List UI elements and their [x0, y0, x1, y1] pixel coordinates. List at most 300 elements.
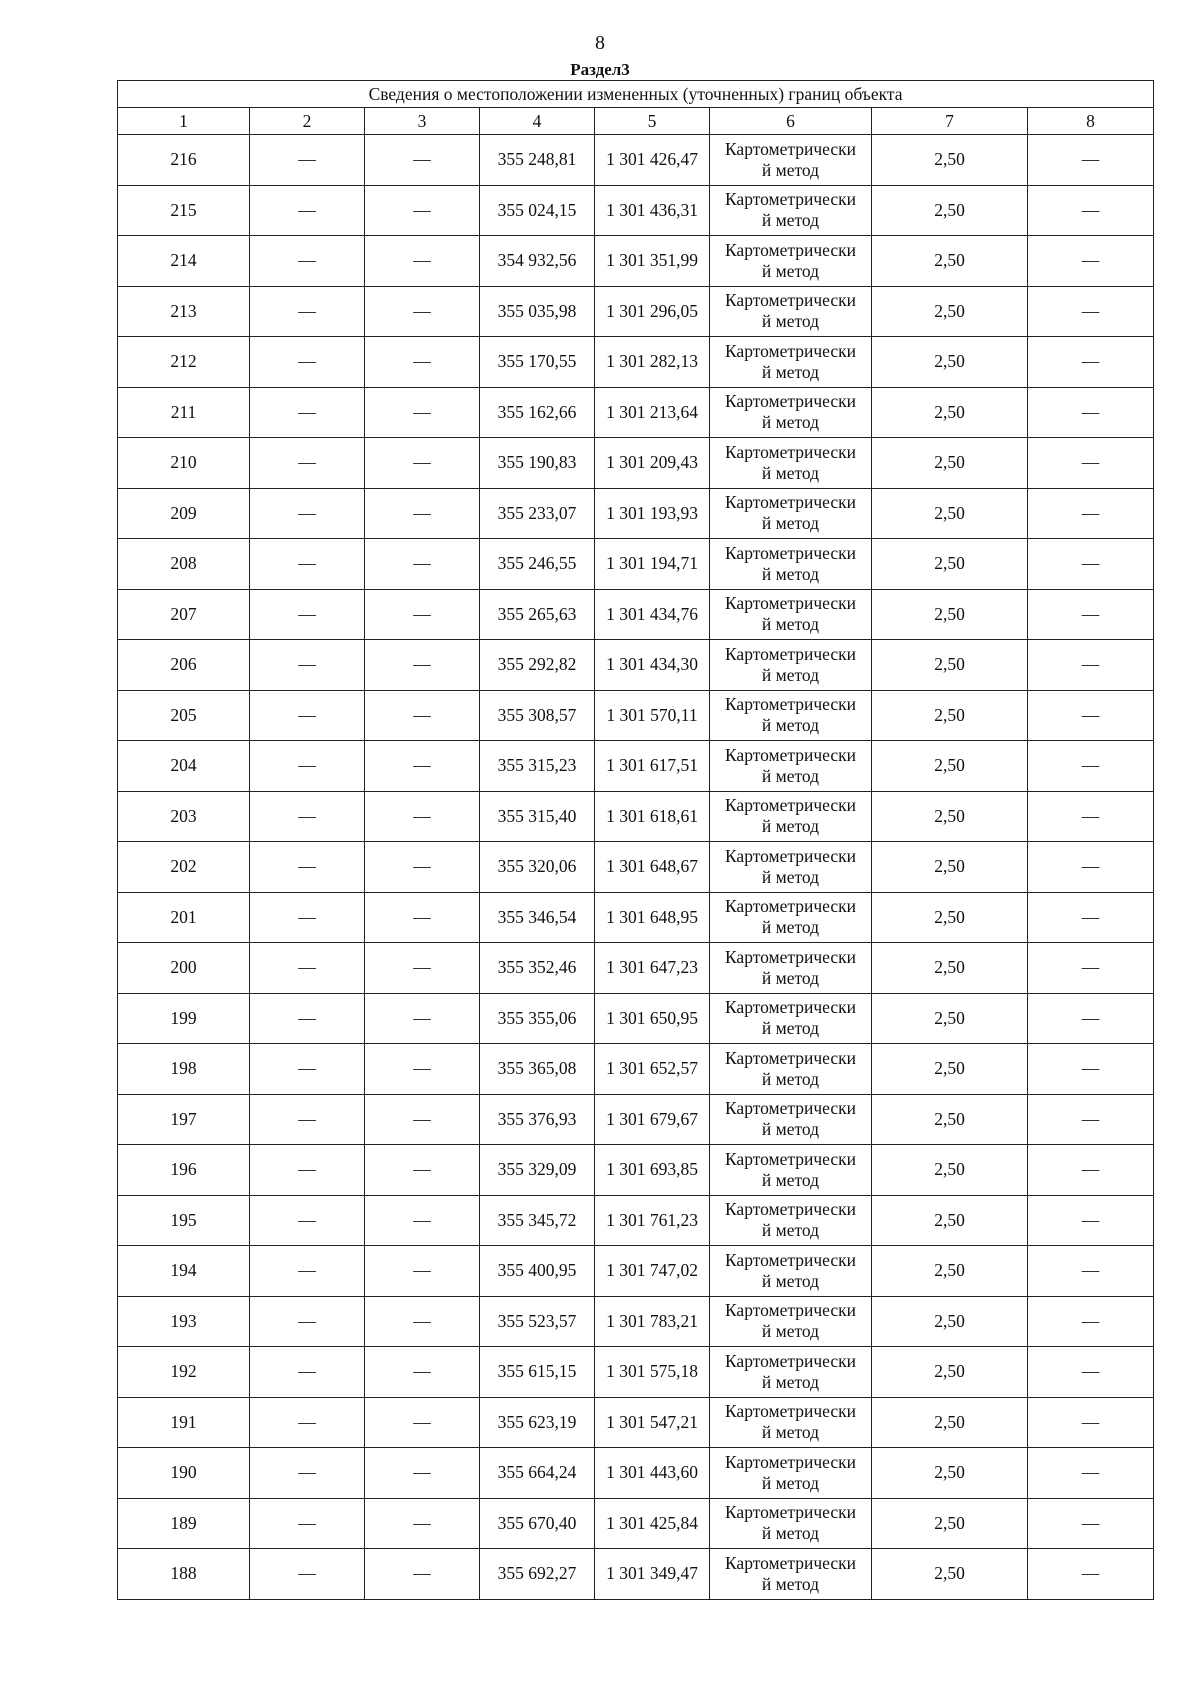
- method-line-2: й метод: [761, 1018, 820, 1039]
- y-coordinate-cell: 1 301 351,99: [595, 236, 710, 287]
- method-line-2: й метод: [761, 1169, 820, 1190]
- y-coordinate-cell: 1 301 434,76: [595, 589, 710, 640]
- method-line-1: Картометрически: [724, 1249, 857, 1270]
- table-row: [118, 286, 1154, 337]
- method-cell: [710, 337, 872, 388]
- empty-dash-cell: —: [250, 488, 365, 539]
- x-coordinate-cell: 355 315,23: [480, 741, 595, 792]
- table-row: [118, 1549, 1154, 1600]
- method-line-1: Картометрически: [724, 643, 857, 664]
- empty-dash-cell: —: [365, 640, 480, 691]
- y-coordinate-cell: 1 301 679,67: [595, 1094, 710, 1145]
- table-row: [118, 1448, 1154, 1499]
- empty-dash-cell: —: [365, 993, 480, 1044]
- method-line-2: й метод: [761, 1573, 820, 1594]
- table-row: [118, 1397, 1154, 1448]
- method-cell: [710, 488, 872, 539]
- y-coordinate-cell: 1 301 650,95: [595, 993, 710, 1044]
- method-line-2: й метод: [761, 1119, 820, 1140]
- empty-dash-cell: —: [250, 1347, 365, 1398]
- empty-dash-cell: —: [250, 1246, 365, 1297]
- empty-dash-cell: —: [1028, 1397, 1154, 1448]
- empty-dash-cell: —: [365, 1549, 480, 1600]
- table-row: [118, 387, 1154, 438]
- method-line-1: Картометрически: [724, 1350, 857, 1371]
- method-line-2: й метод: [761, 1422, 820, 1443]
- accuracy-cell: 2,50: [872, 1195, 1028, 1246]
- y-coordinate-cell: 1 301 648,67: [595, 842, 710, 893]
- empty-dash-cell: —: [1028, 892, 1154, 943]
- method-line-2: й метод: [761, 816, 820, 837]
- x-coordinate-cell: 355 035,98: [480, 286, 595, 337]
- table-row: [118, 993, 1154, 1044]
- empty-dash-cell: —: [250, 589, 365, 640]
- accuracy-cell: 2,50: [872, 286, 1028, 337]
- method-line-2: й метод: [761, 1472, 820, 1493]
- method-line-2: й метод: [761, 260, 820, 281]
- point-number-cell: 207: [118, 589, 250, 640]
- accuracy-cell: 2,50: [872, 741, 1028, 792]
- point-number-cell: 211: [118, 387, 250, 438]
- empty-dash-cell: —: [365, 438, 480, 489]
- method-cell: [710, 741, 872, 792]
- y-coordinate-cell: 1 301 194,71: [595, 539, 710, 590]
- empty-dash-cell: —: [250, 791, 365, 842]
- empty-dash-cell: —: [1028, 1195, 1154, 1246]
- table-row: [118, 892, 1154, 943]
- accuracy-cell: 2,50: [872, 690, 1028, 741]
- accuracy-cell: 2,50: [872, 1397, 1028, 1448]
- point-number-cell: 205: [118, 690, 250, 741]
- accuracy-cell: 2,50: [872, 387, 1028, 438]
- point-number-cell: 202: [118, 842, 250, 893]
- method-cell: [710, 943, 872, 994]
- accuracy-cell: 2,50: [872, 943, 1028, 994]
- accuracy-cell: 2,50: [872, 1549, 1028, 1600]
- method-line-1: Картометрически: [724, 1451, 857, 1472]
- method-line-2: й метод: [761, 967, 820, 988]
- point-number-cell: 209: [118, 488, 250, 539]
- empty-dash-cell: —: [365, 539, 480, 590]
- x-coordinate-cell: 355 162,66: [480, 387, 595, 438]
- empty-dash-cell: —: [1028, 1448, 1154, 1499]
- method-line-2: й метод: [761, 765, 820, 786]
- method-line-1: Картометрически: [724, 1552, 857, 1573]
- accuracy-cell: 2,50: [872, 1094, 1028, 1145]
- empty-dash-cell: —: [250, 1448, 365, 1499]
- empty-dash-cell: —: [250, 993, 365, 1044]
- method-cell: [710, 690, 872, 741]
- empty-dash-cell: —: [250, 286, 365, 337]
- point-number-cell: 203: [118, 791, 250, 842]
- accuracy-cell: 2,50: [872, 892, 1028, 943]
- empty-dash-cell: —: [250, 1549, 365, 1600]
- method-cell: [710, 1195, 872, 1246]
- x-coordinate-cell: 355 692,27: [480, 1549, 595, 1600]
- empty-dash-cell: —: [1028, 185, 1154, 236]
- table-row: [118, 438, 1154, 489]
- table-body: [118, 135, 1154, 1600]
- empty-dash-cell: —: [250, 135, 365, 186]
- y-coordinate-cell: 1 301 443,60: [595, 1448, 710, 1499]
- table-row: [118, 1195, 1154, 1246]
- x-coordinate-cell: 355 246,55: [480, 539, 595, 590]
- empty-dash-cell: —: [365, 488, 480, 539]
- page-number: 8: [595, 32, 605, 54]
- table-row: [118, 842, 1154, 893]
- y-coordinate-cell: 1 301 617,51: [595, 741, 710, 792]
- point-number-cell: 197: [118, 1094, 250, 1145]
- column-number: 4: [480, 108, 595, 135]
- column-number-row: [118, 108, 1154, 135]
- empty-dash-cell: —: [250, 690, 365, 741]
- empty-dash-cell: —: [365, 286, 480, 337]
- method-line-1: Картометрически: [724, 340, 857, 361]
- empty-dash-cell: —: [365, 1094, 480, 1145]
- empty-dash-cell: —: [365, 791, 480, 842]
- y-coordinate-cell: 1 301 747,02: [595, 1246, 710, 1297]
- point-number-cell: 216: [118, 135, 250, 186]
- empty-dash-cell: —: [1028, 438, 1154, 489]
- x-coordinate-cell: 355 615,15: [480, 1347, 595, 1398]
- x-coordinate-cell: 355 265,63: [480, 589, 595, 640]
- empty-dash-cell: —: [250, 1094, 365, 1145]
- method-line-2: й метод: [761, 412, 820, 433]
- point-number-cell: 204: [118, 741, 250, 792]
- empty-dash-cell: —: [250, 1498, 365, 1549]
- point-number-cell: 214: [118, 236, 250, 287]
- method-cell: [710, 1448, 872, 1499]
- method-cell: [710, 387, 872, 438]
- table-row: [118, 488, 1154, 539]
- method-cell: [710, 438, 872, 489]
- method-cell: [710, 236, 872, 287]
- empty-dash-cell: —: [1028, 1347, 1154, 1398]
- empty-dash-cell: —: [1028, 640, 1154, 691]
- column-number: 6: [710, 108, 872, 135]
- x-coordinate-cell: 355 623,19: [480, 1397, 595, 1448]
- empty-dash-cell: —: [250, 842, 365, 893]
- point-number-cell: 200: [118, 943, 250, 994]
- empty-dash-cell: —: [1028, 943, 1154, 994]
- empty-dash-cell: —: [250, 1044, 365, 1095]
- column-number: 1: [118, 108, 250, 135]
- point-number-cell: 196: [118, 1145, 250, 1196]
- table-row: [118, 943, 1154, 994]
- point-number-cell: 198: [118, 1044, 250, 1095]
- accuracy-cell: 2,50: [872, 539, 1028, 590]
- x-coordinate-cell: 355 190,83: [480, 438, 595, 489]
- method-line-2: й метод: [761, 917, 820, 938]
- method-line-2: й метод: [761, 513, 820, 534]
- empty-dash-cell: —: [250, 1195, 365, 1246]
- method-line-1: Картометрически: [724, 492, 857, 513]
- method-cell: [710, 993, 872, 1044]
- y-coordinate-cell: 1 301 349,47: [595, 1549, 710, 1600]
- method-cell: [710, 640, 872, 691]
- method-line-1: Картометрически: [724, 441, 857, 462]
- point-number-cell: 189: [118, 1498, 250, 1549]
- y-coordinate-cell: 1 301 618,61: [595, 791, 710, 842]
- empty-dash-cell: —: [365, 943, 480, 994]
- empty-dash-cell: —: [365, 1498, 480, 1549]
- method-line-1: Картометрически: [724, 189, 857, 210]
- point-number-cell: 199: [118, 993, 250, 1044]
- method-line-1: Картометрически: [724, 1199, 857, 1220]
- empty-dash-cell: —: [250, 236, 365, 287]
- empty-dash-cell: —: [365, 1195, 480, 1246]
- empty-dash-cell: —: [1028, 1498, 1154, 1549]
- y-coordinate-cell: 1 301 209,43: [595, 438, 710, 489]
- method-line-2: й метод: [761, 664, 820, 685]
- empty-dash-cell: —: [365, 1397, 480, 1448]
- table-row: [118, 1498, 1154, 1549]
- method-line-1: Картометрически: [724, 946, 857, 967]
- column-number: 2: [250, 108, 365, 135]
- x-coordinate-cell: 355 365,08: [480, 1044, 595, 1095]
- empty-dash-cell: —: [365, 1145, 480, 1196]
- method-cell: [710, 1296, 872, 1347]
- empty-dash-cell: —: [1028, 135, 1154, 186]
- y-coordinate-cell: 1 301 783,21: [595, 1296, 710, 1347]
- table-row: [118, 1094, 1154, 1145]
- empty-dash-cell: —: [1028, 1094, 1154, 1145]
- x-coordinate-cell: 355 292,82: [480, 640, 595, 691]
- empty-dash-cell: —: [1028, 337, 1154, 388]
- method-line-1: Картометрически: [724, 744, 857, 765]
- method-line-1: Картометрически: [724, 1047, 857, 1068]
- method-line-2: й метод: [761, 159, 820, 180]
- accuracy-cell: 2,50: [872, 1145, 1028, 1196]
- method-cell: [710, 1044, 872, 1095]
- point-number-cell: 190: [118, 1448, 250, 1499]
- x-coordinate-cell: 355 248,81: [480, 135, 595, 186]
- point-number-cell: 206: [118, 640, 250, 691]
- accuracy-cell: 2,50: [872, 236, 1028, 287]
- empty-dash-cell: —: [365, 1347, 480, 1398]
- empty-dash-cell: —: [365, 1448, 480, 1499]
- method-line-2: й метод: [761, 715, 820, 736]
- empty-dash-cell: —: [365, 236, 480, 287]
- x-coordinate-cell: 355 664,24: [480, 1448, 595, 1499]
- x-coordinate-cell: 355 523,57: [480, 1296, 595, 1347]
- y-coordinate-cell: 1 301 575,18: [595, 1347, 710, 1398]
- empty-dash-cell: —: [1028, 1246, 1154, 1297]
- method-cell: [710, 791, 872, 842]
- empty-dash-cell: —: [1028, 842, 1154, 893]
- accuracy-cell: 2,50: [872, 488, 1028, 539]
- accuracy-cell: 2,50: [872, 1347, 1028, 1398]
- column-number: 7: [872, 108, 1028, 135]
- empty-dash-cell: —: [250, 539, 365, 590]
- empty-dash-cell: —: [250, 438, 365, 489]
- table-row: [118, 1044, 1154, 1095]
- x-coordinate-cell: 355 355,06: [480, 993, 595, 1044]
- accuracy-cell: 2,50: [872, 1498, 1028, 1549]
- empty-dash-cell: —: [1028, 1044, 1154, 1095]
- method-line-1: Картометрически: [724, 896, 857, 917]
- accuracy-cell: 2,50: [872, 337, 1028, 388]
- method-line-2: й метод: [761, 1523, 820, 1544]
- table-row: [118, 1246, 1154, 1297]
- method-line-2: й метод: [761, 361, 820, 382]
- empty-dash-cell: —: [250, 1397, 365, 1448]
- empty-dash-cell: —: [365, 741, 480, 792]
- method-line-2: й метод: [761, 563, 820, 584]
- method-line-1: Картометрически: [724, 542, 857, 563]
- table-caption-row: [118, 81, 1154, 108]
- method-line-1: Картометрически: [724, 138, 857, 159]
- x-coordinate-cell: 355 315,40: [480, 791, 595, 842]
- empty-dash-cell: —: [1028, 993, 1154, 1044]
- y-coordinate-cell: 1 301 434,30: [595, 640, 710, 691]
- boundary-coordinates-table: [117, 80, 1154, 1600]
- method-line-1: Картометрически: [724, 1148, 857, 1169]
- table-row: [118, 589, 1154, 640]
- method-cell: [710, 842, 872, 893]
- method-line-2: й метод: [761, 1220, 820, 1241]
- method-line-2: й метод: [761, 311, 820, 332]
- empty-dash-cell: —: [250, 943, 365, 994]
- empty-dash-cell: —: [365, 1246, 480, 1297]
- point-number-cell: 208: [118, 539, 250, 590]
- x-coordinate-cell: 355 170,55: [480, 337, 595, 388]
- empty-dash-cell: —: [365, 1044, 480, 1095]
- y-coordinate-cell: 1 301 693,85: [595, 1145, 710, 1196]
- method-cell: [710, 1145, 872, 1196]
- point-number-cell: 195: [118, 1195, 250, 1246]
- y-coordinate-cell: 1 301 282,13: [595, 337, 710, 388]
- table-row: [118, 741, 1154, 792]
- empty-dash-cell: —: [250, 892, 365, 943]
- method-cell: [710, 1094, 872, 1145]
- accuracy-cell: 2,50: [872, 1296, 1028, 1347]
- empty-dash-cell: —: [250, 741, 365, 792]
- method-cell: [710, 589, 872, 640]
- method-cell: [710, 135, 872, 186]
- table-row: [118, 135, 1154, 186]
- y-coordinate-cell: 1 301 436,31: [595, 185, 710, 236]
- y-coordinate-cell: 1 301 425,84: [595, 1498, 710, 1549]
- method-line-2: й метод: [761, 1321, 820, 1342]
- y-coordinate-cell: 1 301 761,23: [595, 1195, 710, 1246]
- empty-dash-cell: —: [1028, 690, 1154, 741]
- empty-dash-cell: —: [1028, 286, 1154, 337]
- empty-dash-cell: —: [1028, 539, 1154, 590]
- y-coordinate-cell: 1 301 648,95: [595, 892, 710, 943]
- accuracy-cell: 2,50: [872, 185, 1028, 236]
- x-coordinate-cell: 355 346,54: [480, 892, 595, 943]
- y-coordinate-cell: 1 301 547,21: [595, 1397, 710, 1448]
- column-number: 3: [365, 108, 480, 135]
- empty-dash-cell: —: [365, 690, 480, 741]
- table-row: [118, 1145, 1154, 1196]
- point-number-cell: 212: [118, 337, 250, 388]
- point-number-cell: 215: [118, 185, 250, 236]
- accuracy-cell: 2,50: [872, 589, 1028, 640]
- point-number-cell: 194: [118, 1246, 250, 1297]
- method-line-2: й метод: [761, 614, 820, 635]
- y-coordinate-cell: 1 301 426,47: [595, 135, 710, 186]
- accuracy-cell: 2,50: [872, 1246, 1028, 1297]
- empty-dash-cell: —: [250, 185, 365, 236]
- empty-dash-cell: —: [365, 337, 480, 388]
- x-coordinate-cell: 355 308,57: [480, 690, 595, 741]
- empty-dash-cell: —: [1028, 236, 1154, 287]
- empty-dash-cell: —: [1028, 1296, 1154, 1347]
- empty-dash-cell: —: [365, 589, 480, 640]
- table-caption: Сведения о местоположении измененных (уточненных) границ объекта: [118, 81, 1154, 108]
- column-number: 8: [1028, 108, 1154, 135]
- point-number-cell: 192: [118, 1347, 250, 1398]
- method-line-2: й метод: [761, 866, 820, 887]
- y-coordinate-cell: 1 301 296,05: [595, 286, 710, 337]
- method-cell: [710, 1549, 872, 1600]
- method-line-2: й метод: [761, 210, 820, 231]
- method-line-1: Картометрически: [724, 845, 857, 866]
- empty-dash-cell: —: [250, 387, 365, 438]
- method-cell: [710, 185, 872, 236]
- x-coordinate-cell: 355 024,15: [480, 185, 595, 236]
- x-coordinate-cell: 355 352,46: [480, 943, 595, 994]
- accuracy-cell: 2,50: [872, 791, 1028, 842]
- method-line-1: Картометрически: [724, 391, 857, 412]
- accuracy-cell: 2,50: [872, 842, 1028, 893]
- empty-dash-cell: —: [1028, 1145, 1154, 1196]
- method-line-2: й метод: [761, 1371, 820, 1392]
- empty-dash-cell: —: [250, 337, 365, 388]
- section-title: Раздел3: [570, 60, 630, 79]
- method-line-1: Картометрически: [724, 1300, 857, 1321]
- point-number-cell: 193: [118, 1296, 250, 1347]
- method-line-1: Картометрически: [724, 997, 857, 1018]
- empty-dash-cell: —: [365, 185, 480, 236]
- table-row: [118, 236, 1154, 287]
- point-number-cell: 210: [118, 438, 250, 489]
- empty-dash-cell: —: [250, 1145, 365, 1196]
- column-number: 5: [595, 108, 710, 135]
- method-line-2: й метод: [761, 462, 820, 483]
- x-coordinate-cell: 354 932,56: [480, 236, 595, 287]
- point-number-cell: 213: [118, 286, 250, 337]
- method-cell: [710, 892, 872, 943]
- method-line-1: Картометрически: [724, 1502, 857, 1523]
- y-coordinate-cell: 1 301 652,57: [595, 1044, 710, 1095]
- method-line-1: Картометрически: [724, 593, 857, 614]
- y-coordinate-cell: 1 301 647,23: [595, 943, 710, 994]
- method-line-1: Картометрически: [724, 694, 857, 715]
- x-coordinate-cell: 355 345,72: [480, 1195, 595, 1246]
- empty-dash-cell: —: [365, 135, 480, 186]
- table-header: [118, 81, 1154, 135]
- table-row: [118, 640, 1154, 691]
- method-line-1: Картометрически: [724, 1098, 857, 1119]
- method-line-1: Картометрически: [724, 795, 857, 816]
- point-number-cell: 188: [118, 1549, 250, 1600]
- accuracy-cell: 2,50: [872, 1448, 1028, 1499]
- accuracy-cell: 2,50: [872, 135, 1028, 186]
- empty-dash-cell: —: [1028, 741, 1154, 792]
- y-coordinate-cell: 1 301 570,11: [595, 690, 710, 741]
- point-number-cell: 191: [118, 1397, 250, 1448]
- x-coordinate-cell: 355 233,07: [480, 488, 595, 539]
- method-line-2: й метод: [761, 1068, 820, 1089]
- table-row: [118, 791, 1154, 842]
- x-coordinate-cell: 355 670,40: [480, 1498, 595, 1549]
- empty-dash-cell: —: [1028, 791, 1154, 842]
- method-line-1: Картометрически: [724, 290, 857, 311]
- accuracy-cell: 2,50: [872, 1044, 1028, 1095]
